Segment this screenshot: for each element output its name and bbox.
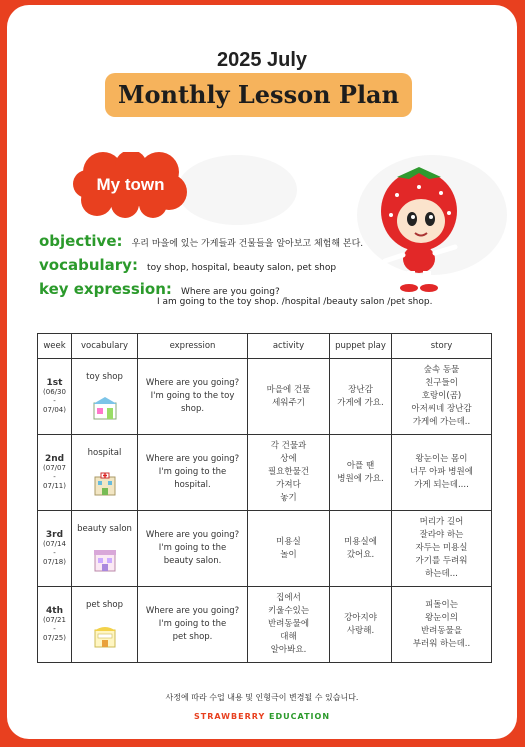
strawberry-mascot-icon xyxy=(367,165,477,295)
key-expression-label: key expression: xyxy=(39,280,172,298)
week-cell: 3rd (07/14 - 07/18) xyxy=(38,511,72,587)
week-cell: 2nd (07/07 - 07/11) xyxy=(38,435,72,511)
header-expression: expression xyxy=(138,334,248,359)
header-activity: activity xyxy=(248,334,330,359)
header-week: week xyxy=(38,334,72,359)
expression-cell: Where are you going? I'm going to the toy shop. xyxy=(138,359,248,435)
activity-cell: 미용실 놀이 xyxy=(248,511,330,587)
vocabulary-cell: hospital xyxy=(72,435,138,511)
activity-cell: 집에서 키울수있는 반려동물에 대해 알아봐요. xyxy=(248,587,330,663)
puppet-cell: 강아지야 사랑해. xyxy=(330,587,392,663)
lesson-table xyxy=(37,333,492,663)
puppet-cell: 미용실에 갔어요. xyxy=(330,511,392,587)
toy-shop-icon xyxy=(92,395,118,421)
table-row xyxy=(38,359,492,435)
puppet-cell: 아플 땐 병원에 가요. xyxy=(330,435,392,511)
year-month: 2025 July xyxy=(216,49,308,71)
table-row xyxy=(38,511,492,587)
vocabulary-line xyxy=(39,255,336,274)
table-header-row xyxy=(38,334,492,359)
objective-text: 우리 마을에 있는 가게들과 건물들을 알아보고 체험해 본다. xyxy=(131,239,364,249)
puppet-cell: 장난감 가게에 가요. xyxy=(330,359,392,435)
hospital-icon xyxy=(92,471,118,497)
key-expression-line xyxy=(39,279,280,298)
vocabulary-cell: pet shop xyxy=(72,587,138,663)
table-row xyxy=(38,587,492,663)
header-story: story xyxy=(392,334,492,359)
story-cell: 피돌이는 왕눈이의 반려동물을 부러워 하는데.. xyxy=(392,587,492,663)
vocabulary-label: vocabulary: xyxy=(39,256,138,274)
story-cell: 숲속 동물 친구들이 호랑이(곰) 아저씨네 장난감 가게에 가는데.. xyxy=(392,359,492,435)
topic-label: My town xyxy=(96,175,165,194)
key-expression-line2: I am going to the toy shop. /hospital /beauty salon /pet shop. xyxy=(157,297,433,307)
vocabulary-text: toy shop, hospital, beauty salon, pet shop xyxy=(147,263,337,273)
beauty-salon-icon xyxy=(92,547,118,573)
header-vocabulary: vocabulary xyxy=(72,334,138,359)
header-puppet-play: puppet play xyxy=(330,334,392,359)
table-row xyxy=(38,435,492,511)
vocabulary-cell: beauty salon xyxy=(72,511,138,587)
story-cell: 왕눈이는 몸이 너무 아파 병원에 가게 되는데.... xyxy=(392,435,492,511)
week-cell: 4th (07/21 - 07/25) xyxy=(38,587,72,663)
decorative-blob xyxy=(177,155,297,225)
brand-logo: STRAWBERRY EDUCATION xyxy=(193,712,331,721)
lesson-plan-page xyxy=(7,5,517,739)
footer-note: 사정에 따라 수업 내용 및 인형극이 변경될 수 있습니다. xyxy=(165,693,359,702)
key-expression-line1: Where are you going? xyxy=(180,287,280,297)
expression-cell: Where are you going? I'm going to the beauty salon. xyxy=(138,511,248,587)
expression-cell: Where are you going? I'm going to the pet shop. xyxy=(138,587,248,663)
activity-cell: 각 건물과 상에 필요한물건 가져다 놓기 xyxy=(248,435,330,511)
topic-badge xyxy=(73,152,188,218)
activity-cell: 마을에 건물 세워주기 xyxy=(248,359,330,435)
objective-label: objective: xyxy=(39,232,123,250)
page-title: Monthly Lesson Plan xyxy=(105,73,412,117)
objective-line xyxy=(39,231,363,250)
expression-cell: Where are you going? I'm going to the hospital. xyxy=(138,435,248,511)
vocabulary-cell: toy shop xyxy=(72,359,138,435)
pet-shop-icon xyxy=(92,623,118,649)
story-cell: 머리가 길어 잘라야 하는 자두는 미용실 가기를 두려워 하는데... xyxy=(392,511,492,587)
week-cell: 1st (06/30 - 07/04) xyxy=(38,359,72,435)
